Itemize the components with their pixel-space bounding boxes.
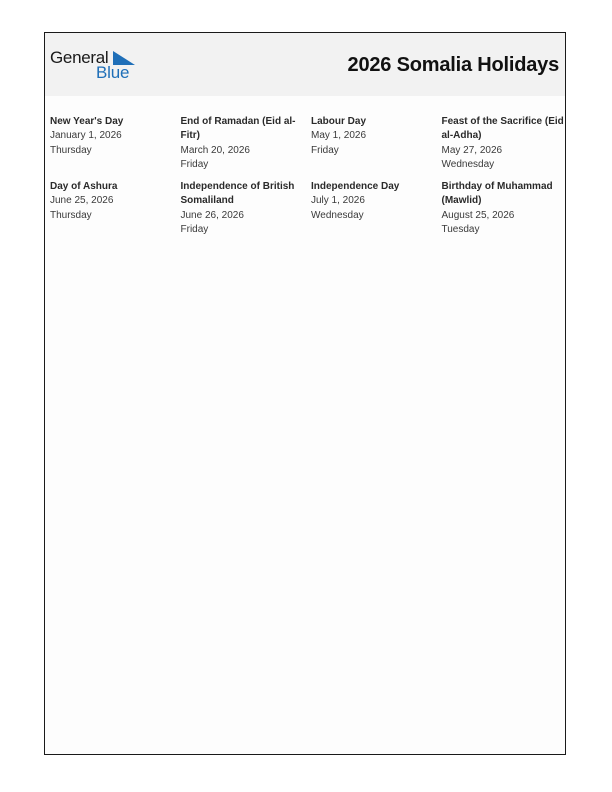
holiday-item	[442, 115, 573, 172]
header	[45, 33, 565, 96]
holiday-grid	[50, 115, 570, 237]
holiday-item	[442, 180, 573, 237]
holiday-date: June 25, 2026	[50, 195, 114, 207]
holiday-weekday: Thursday	[50, 209, 92, 221]
logo-word-general: General	[50, 48, 109, 67]
holiday-name: Labour Day	[311, 116, 367, 127]
holiday-item	[181, 115, 312, 172]
holiday-weekday: Thursday	[50, 144, 92, 156]
holiday-name: Independence of British Somaliland	[180, 181, 295, 207]
holiday-weekday: Tuesday	[441, 224, 480, 236]
holiday-item	[181, 180, 312, 237]
logo	[50, 48, 140, 82]
holiday-name: Birthday of Muhammad (Mawlid)	[441, 181, 553, 207]
holiday-name: Independence Day	[311, 181, 400, 193]
page-title: 2026 Somalia Holidays	[347, 54, 559, 76]
holiday-name: End of Ramadan (Eid al-Fitr)	[180, 116, 296, 142]
holiday-weekday: Friday	[311, 144, 339, 156]
holiday-date: June 26, 2026	[180, 209, 244, 221]
holiday-weekday: Friday	[180, 158, 209, 170]
holiday-name: New Year's Day	[50, 116, 124, 127]
holiday-name: Feast of the Sacrifice (Eid al-Adha)	[441, 116, 564, 142]
holiday-date: August 25, 2026	[441, 209, 515, 221]
holiday-date: May 27, 2026	[441, 144, 503, 156]
holiday-date: March 20, 2026	[180, 144, 250, 156]
holiday-item	[50, 180, 181, 237]
holiday-weekday: Wednesday	[441, 158, 495, 170]
holiday-item	[50, 115, 181, 172]
holiday-item	[311, 180, 442, 237]
holiday-date: July 1, 2026	[311, 195, 365, 207]
holiday-item	[311, 115, 442, 172]
page-frame	[44, 32, 566, 755]
holiday-weekday: Friday	[180, 224, 209, 236]
holiday-name: Day of Ashura	[50, 181, 118, 193]
holiday-date: May 1, 2026	[311, 130, 367, 142]
holiday-weekday: Wednesday	[311, 209, 364, 221]
logo-word-blue: Blue	[96, 63, 130, 82]
holiday-date: January 1, 2026	[50, 130, 122, 142]
